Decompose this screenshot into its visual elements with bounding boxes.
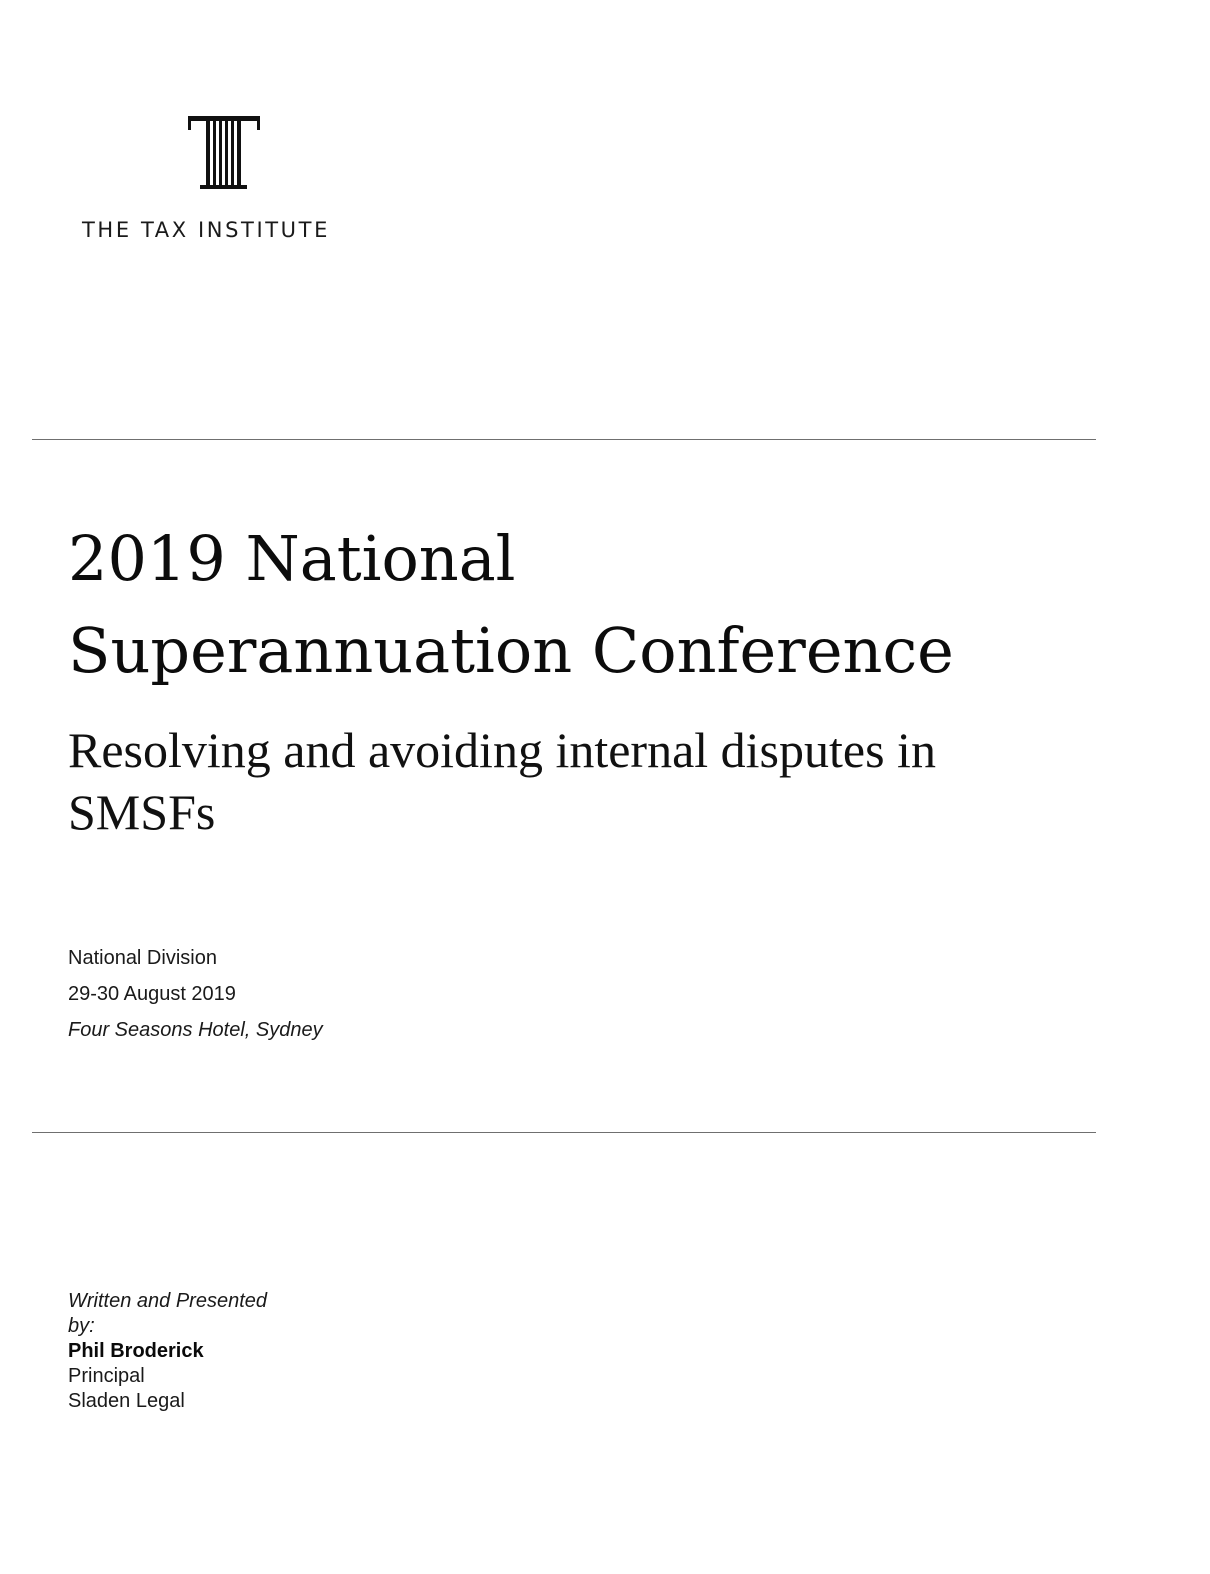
bottom-divider bbox=[32, 1132, 1096, 1133]
page-title-line-1: 2019 National bbox=[68, 522, 516, 595]
author-name: Phil Broderick bbox=[68, 1340, 204, 1362]
event-division: National Division bbox=[68, 947, 217, 969]
author-firm: Sladen Legal bbox=[68, 1390, 185, 1412]
page-title-line-2: Superannuation Conference bbox=[68, 614, 954, 687]
event-date: 29-30 August 2019 bbox=[68, 983, 236, 1005]
logo-wordmark: THE TAX INSTITUTE bbox=[82, 218, 330, 242]
event-venue: Four Seasons Hotel, Sydney bbox=[68, 1019, 323, 1041]
top-divider bbox=[32, 439, 1096, 440]
author-role: Principal bbox=[68, 1365, 145, 1387]
written-and-presented-label: Written and Presented bbox=[68, 1290, 267, 1312]
tax-institute-pillar-logo-icon bbox=[188, 114, 260, 192]
by-label: by: bbox=[68, 1315, 95, 1337]
subtitle-line-2: SMSFs bbox=[68, 784, 216, 840]
subtitle-line-1: Resolving and avoiding internal disputes in bbox=[68, 722, 936, 778]
